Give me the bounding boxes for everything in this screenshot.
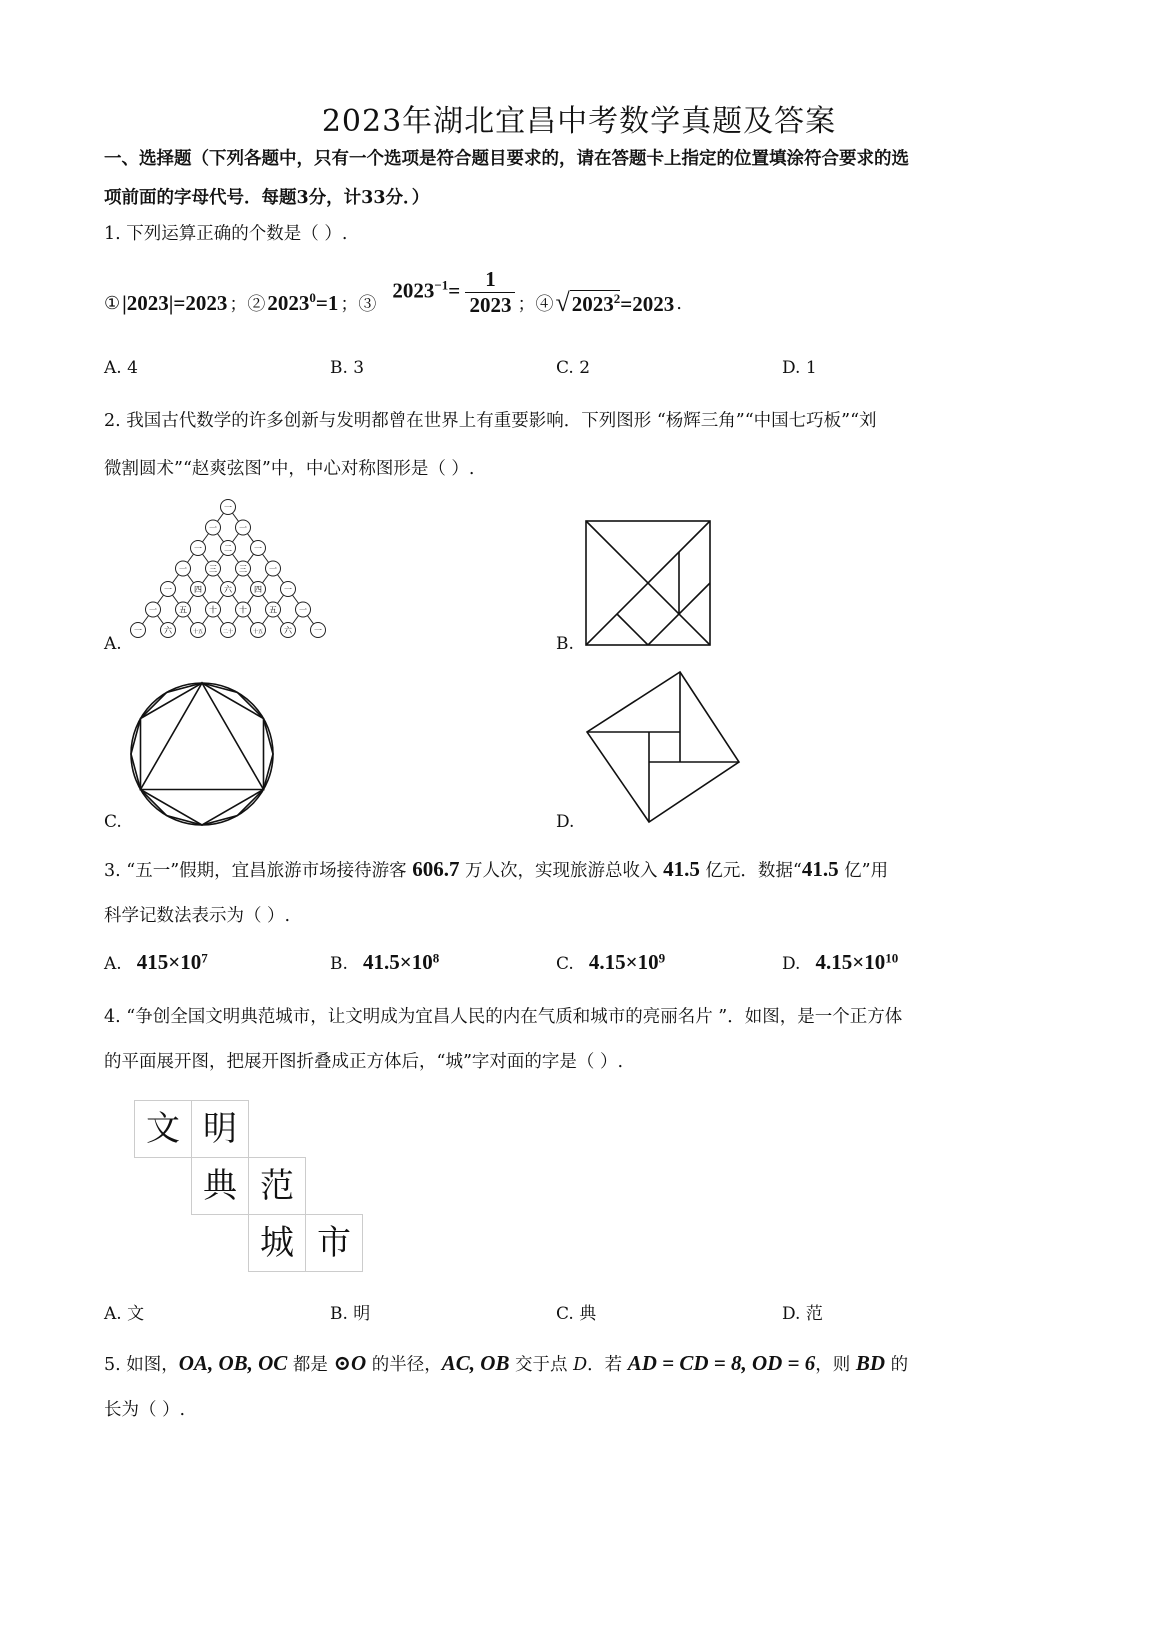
triangle-node-label: 二十 (222, 629, 234, 635)
triangle-node-label: 三 (209, 564, 217, 574)
q1-item3-num: 1 (465, 267, 515, 293)
triangle-node-label: 一 (299, 605, 307, 615)
q2-line2: 微割圆术”“赵爽弦图”中，中心对称图形是（ ）. (104, 459, 475, 479)
q1-item3-den: 2023 (469, 292, 512, 317)
triangle-node-label: 五 (269, 605, 277, 615)
q1-item2-exp: 0 (309, 290, 316, 305)
zhaoshuang-figure (585, 670, 745, 830)
q3-num3: 41.5 (801, 857, 839, 881)
q4-line2: 的平面展开图，把展开图折叠成正方体后，“城”字对面的字是（ ）. (104, 1052, 624, 1072)
triangle-node-label: 一 (134, 626, 142, 635)
q3-num2: 41.5 (663, 857, 700, 881)
q4-line1: 4. “争创全国文明典范城市，让文明成为宜昌人民的内在气质和城市的亮丽名片 ”．如图，是一个正方体 (104, 1007, 903, 1027)
q2-label-a: A. (104, 634, 122, 654)
q1-item4-math: $√2023^2=2023$ (555, 288, 675, 317)
q1-option-c: C. 2 (556, 358, 591, 378)
q3-part3: 亿元．数据“ (699, 861, 802, 881)
triangle-node-label: 十 (209, 605, 217, 615)
q5-bd: BD (855, 1351, 886, 1375)
q4-option-b: B. 明 (330, 1304, 371, 1324)
q5-t5: ，则 (815, 1355, 856, 1375)
triangle-node-label: 一 (164, 585, 172, 594)
net-cell-3: 典 (191, 1157, 249, 1215)
q1-item3-base: 2023 (392, 277, 435, 302)
q1-end: . (676, 292, 682, 314)
q1-item3-math (392, 267, 515, 318)
triangle-node-label: 十五 (192, 629, 204, 635)
q3-option-c (556, 950, 665, 975)
q1-sep2: ；③ (340, 294, 377, 315)
q1-item3-exp: −1 (434, 276, 449, 292)
q5-chords: AC, OB (441, 1351, 510, 1375)
yanghui-triangle-figure (120, 495, 340, 655)
q3-option-b-label: B. (330, 954, 348, 974)
q5-lead: 5. 如图， (104, 1355, 179, 1375)
triangle-node-label: 一 (194, 544, 202, 553)
q3-option-b-coef: 41.5×10 (363, 950, 433, 974)
liuhui-circle-figure (128, 680, 278, 828)
q1-item3-fraction (465, 267, 515, 318)
q3-option-c-coef: 4.15×10 (588, 950, 659, 974)
q1-item2-rest: =1 (315, 291, 339, 315)
tangram-figure (585, 520, 715, 650)
q3-option-a-exp: 7 (201, 950, 208, 966)
q5-point-d: D (573, 1355, 588, 1375)
triangle-node-label: 一 (209, 523, 217, 533)
q3-option-a-label: A. (104, 954, 122, 974)
q1-option-d: D. 1 (782, 358, 817, 378)
q3-option-b-exp: 8 (432, 950, 440, 966)
q1-items (104, 268, 682, 338)
net-cell-6: 市 (305, 1214, 363, 1272)
net-cell-4: 范 (248, 1157, 306, 1215)
q1-stem: 1. 下列运算正确的个数是（ ）. (104, 224, 348, 244)
q1-item4-rest: =2023 (620, 292, 675, 316)
triangle-node-label: 一 (284, 585, 292, 594)
triangle-node-label: 一 (314, 626, 322, 635)
q2-label-b: B. (556, 634, 574, 654)
q1-item1-math: |2023|=2023 (122, 290, 228, 315)
q5-line2: 长为（ ）. (104, 1400, 186, 1420)
hex-polygon (141, 683, 264, 825)
q3-part1: 3. “五一”假期，宜昌旅游市场接待游客 (104, 861, 413, 881)
triangle-node-label: 四 (194, 585, 202, 594)
triangle-node-label: 一 (269, 564, 277, 574)
q1-item2-math (267, 290, 338, 316)
triangle-node-label: 六 (284, 626, 292, 635)
q1-sep3: ；④ (517, 294, 554, 315)
section-heading-line1: 一、选择题（下列各题中，只有一个选项是符合题目要求的，请在答题卡上指定的位置填涂符合要求的选 (104, 149, 909, 169)
triangle-node-label: 一 (254, 544, 262, 553)
q5-radii: OA, OB, OC (178, 1351, 288, 1375)
section-heading-line2: 项前面的字母代号．每题3分，计33分．） (104, 188, 430, 208)
q1-option-b: B. 3 (330, 358, 365, 378)
triangle-node-label: 五 (179, 605, 187, 615)
triangle-node-label: 二 (224, 544, 232, 553)
triangle-node-label: 一 (179, 564, 187, 574)
q3-option-d-label: D. (782, 954, 801, 974)
net-cell-2: 明 (191, 1100, 249, 1158)
triangle-node-label: 六 (224, 585, 232, 594)
q3-option-c-exp: 9 (658, 950, 666, 966)
q1-sep1: ；② (229, 294, 266, 315)
q3-option-d-coef: 4.15×10 (815, 950, 886, 974)
triangle-node-label: 一 (224, 503, 232, 512)
page-title: 2023年湖北宜昌中考数学真题及答案 (321, 104, 837, 139)
q5-line1 (104, 1340, 908, 1388)
q3-option-a-coef: 415×10 (136, 950, 202, 974)
q3-option-a (104, 950, 208, 975)
q5-t1: 都是 (287, 1355, 334, 1375)
q2-label-c: C. (104, 812, 122, 832)
q4-option-a: A. 文 (104, 1304, 145, 1324)
q3-line2: 科学记数法表示为（ ）. (104, 906, 291, 926)
q5-circle: ⊙O (333, 1351, 367, 1375)
cube-net-figure (134, 1100, 366, 1278)
q3-line1 (104, 846, 888, 894)
q3-option-d (782, 950, 898, 975)
q5-condition: AD = CD = 8, OD = 6 (627, 1351, 816, 1375)
triangle-node-label: 一 (239, 523, 247, 533)
q3-part2: 万人次，实现旅游总收入 (459, 861, 664, 881)
triangle-node-label: 十五 (252, 629, 264, 635)
q4-option-c: C. 典 (556, 1304, 597, 1324)
q1-option-a: A. 4 (104, 358, 138, 378)
q2-line1: 2. 我国古代数学的许多创新与发明都曾在世界上有重要影响．下列图形 “杨辉三角”“中国七巧板”“刘 (104, 411, 877, 431)
triangle-node-label: 一 (149, 605, 157, 615)
q3-option-c-label: C. (556, 954, 574, 974)
q3-option-d-exp: 10 (885, 950, 899, 966)
q1-item4-exp: 2 (613, 291, 621, 306)
q1-item2-base: 2023 (267, 291, 310, 315)
q5-t4: ．若 (587, 1355, 628, 1375)
q2-label-d: D. (556, 812, 575, 832)
q5-t3: 交于点 (509, 1355, 574, 1375)
net-cell-5: 城 (248, 1214, 306, 1272)
q1-item4-base: 2023 (571, 292, 614, 316)
triangle-node-label: 四 (254, 585, 262, 594)
triangle-node-label: 三 (239, 564, 247, 574)
q4-option-d: D. 范 (782, 1304, 823, 1324)
triangle-node-label: 六 (164, 626, 172, 635)
q1-item1-mark: ① (104, 292, 121, 314)
q5-t2: 的半径， (366, 1355, 442, 1375)
q1-item3-eq: = (448, 277, 461, 302)
q3-option-b (330, 950, 439, 975)
q3-num1: 606.7 (412, 857, 460, 881)
triangle-node-label: 十 (239, 605, 247, 615)
net-cell-1: 文 (134, 1100, 192, 1158)
q3-part4: 亿”用 (838, 861, 889, 881)
q5-t6: 的 (885, 1355, 909, 1375)
